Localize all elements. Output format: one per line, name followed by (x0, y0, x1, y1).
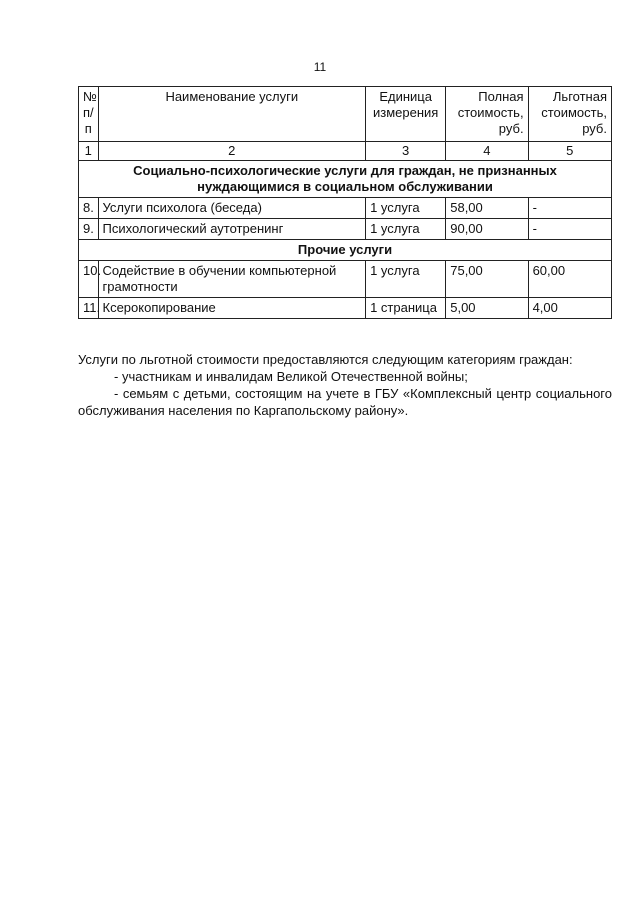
row-num: 10. (79, 261, 99, 298)
row-num: 11. (79, 298, 99, 319)
column-number: 4 (446, 142, 528, 161)
section-title: Прочие услуги (79, 240, 612, 261)
row-full-price: 90,00 (446, 219, 528, 240)
row-name: Психологический аутотренинг (98, 219, 366, 240)
row-name: Содействие в обучении компьютерной грамотности (98, 261, 366, 298)
section-title: Социально-психологические услуги для граждан, не признанных нуждающимися в социальном обслуживании (79, 161, 612, 198)
row-num: 9. (79, 219, 99, 240)
row-unit: 1 услуга (366, 219, 446, 240)
row-discount-price: - (528, 198, 611, 219)
table-row (79, 198, 612, 219)
notes-item: - семьям с детьми, состоящим на учете в ГБУ «Комплексный центр социального обслуживания населения по Каргапольскому району». (78, 386, 612, 418)
row-full-price: 5,00 (446, 298, 528, 319)
table-header-row (79, 87, 612, 142)
page-number: 11 (313, 60, 327, 74)
services-price-table (78, 86, 612, 319)
header-full-price: Полная стоимость, руб. (446, 87, 528, 142)
column-number-row (79, 142, 612, 161)
header-unit: Единица измерения (366, 87, 446, 142)
table-row (79, 261, 612, 298)
column-number: 5 (528, 142, 611, 161)
row-name: Ксерокопирование (98, 298, 366, 319)
notes-item: - участникам и инвалидам Великой Отечественной войны; (114, 369, 468, 384)
row-unit: 1 страница (366, 298, 446, 319)
row-discount-price: 60,00 (528, 261, 611, 298)
column-number: 2 (98, 142, 366, 161)
row-full-price: 75,00 (446, 261, 528, 298)
section-heading-row (79, 240, 612, 261)
header-num: № п/п (79, 87, 99, 142)
row-full-price: 58,00 (446, 198, 528, 219)
section-heading-row (79, 161, 612, 198)
header-name: Наименование услуги (98, 87, 366, 142)
discount-notes (78, 351, 612, 419)
notes-intro: Услуги по льготной стоимости предоставляются следующим категориям граждан: (78, 352, 573, 367)
row-num: 8. (79, 198, 99, 219)
row-unit: 1 услуга (366, 261, 446, 298)
header-discount-price: Льготная стоимость, руб. (528, 87, 611, 142)
row-discount-price: 4,00 (528, 298, 611, 319)
table-row (79, 219, 612, 240)
column-number: 1 (79, 142, 99, 161)
row-name: Услуги психолога (беседа) (98, 198, 366, 219)
row-unit: 1 услуга (366, 198, 446, 219)
table-row (79, 298, 612, 319)
column-number: 3 (366, 142, 446, 161)
row-discount-price: - (528, 219, 611, 240)
